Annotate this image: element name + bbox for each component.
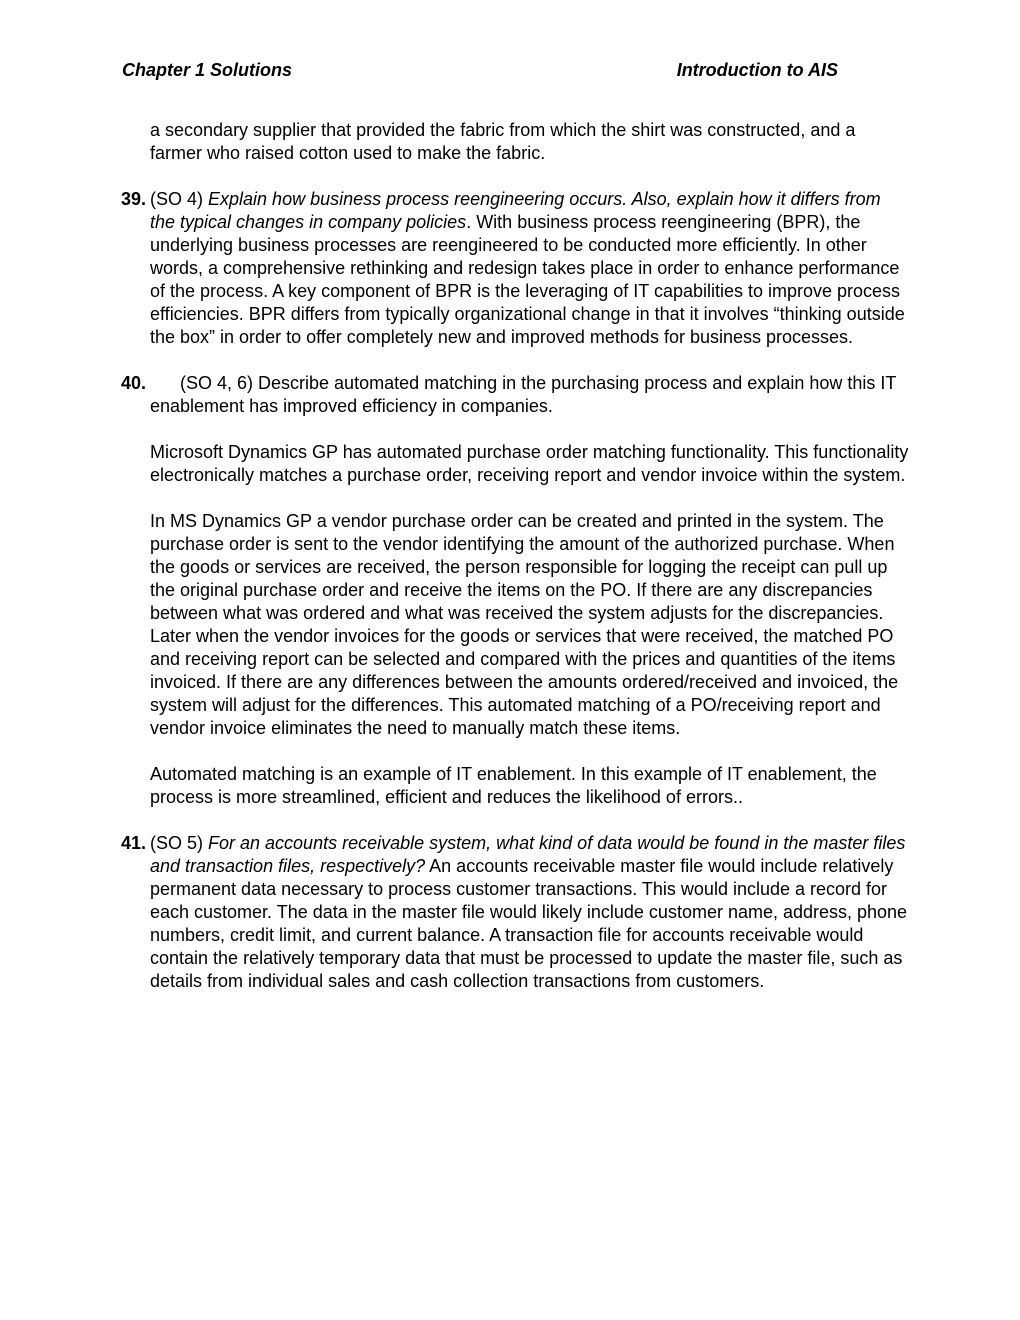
question-text: For an accounts receivable system, what kind of data would be found in the master files and transaction files, respectively? — [150, 833, 906, 876]
question-number: 40. — [121, 373, 147, 393]
answer-text: . With business process reengineering (BPR), the underlying business processes are reengineered to be conducted more efficiently. In other words, a comprehensive rethinking and redesign takes place in order to enhance performance of the process. A key component of BPR is the leveraging of IT capabilities to improve process efficiencies. BPR differs from typically organizational change in that it involves “thinking outside the box” in order to offer completely new and improved methods for business processes. — [150, 212, 905, 347]
answer-40-paragraph-3: Automated matching is an example of IT enablement. In this example of IT enablement, the process is more streamlined, efficient and reduces the likelihood of errors.. — [150, 764, 877, 807]
answer-text: An accounts receivable master file would include relatively permanent data necessary to process customer transactions. This would include a record for each customer. The data in the master file would likely include customer name, address, phone numbers, credit limit, and current balance. A transaction file for accounts receivable would contain the relatively temporary data that must be processed to update the master file, such as details from individual sales and cash collection transactions from customers. — [150, 856, 908, 991]
answer-40-paragraph-1: Microsoft Dynamics GP has automated purchase order matching functionality. This functionality electronically matches a purchase order, receiving report and vendor invoice within the system. — [150, 442, 909, 485]
question-41 — [121, 832, 910, 993]
question-number: 41. — [121, 833, 147, 853]
question-tag: (SO 5) — [150, 833, 209, 853]
question-tag: (SO 4) — [150, 189, 209, 209]
question-number: 39. — [121, 189, 147, 209]
continuation-paragraph: a secondary supplier that provided the fabric from which the shirt was constructed, and a farmer who raised cotton used to make the fabric. — [150, 120, 856, 163]
question-39 — [121, 188, 910, 349]
page-body — [121, 119, 910, 1016]
header-book-title: Introduction to AIS — [676, 60, 838, 80]
header-chapter-title: Chapter 1 Solutions — [122, 60, 293, 80]
question-text: Explain how business process reengineering occurs. Also, explain how it differs from the typical changes in company policies — [150, 189, 881, 232]
page-header — [122, 60, 838, 84]
question-40 — [121, 372, 910, 418]
answer-40-paragraph-2: In MS Dynamics GP a vendor purchase order can be created and printed in the system. The purchase order is sent to the vendor identifying the amount of the authorized purchase. When the goods or services are received, the person responsible for logging the receipt can pull up the original purchase order and receive the items on the PO. If there are any discrepancies between what was ordered and what was received the system adjusts for the discrepancies. Later when the vendor invoices for the goods or services that were received, the matched PO and receiving report can be selected and compared with the prices and quantities of the items invoiced. If there are any differences between the amounts ordered/received and invoiced, the system will adjust for the differences. This automated matching of a PO/receiving report and vendor invoice eliminates the need to manually match these items. — [150, 511, 899, 738]
question-text: (SO 4, 6) Describe automated matching in the purchasing process and explain how this IT enablement has improved efficiency in companies. — [150, 373, 897, 416]
